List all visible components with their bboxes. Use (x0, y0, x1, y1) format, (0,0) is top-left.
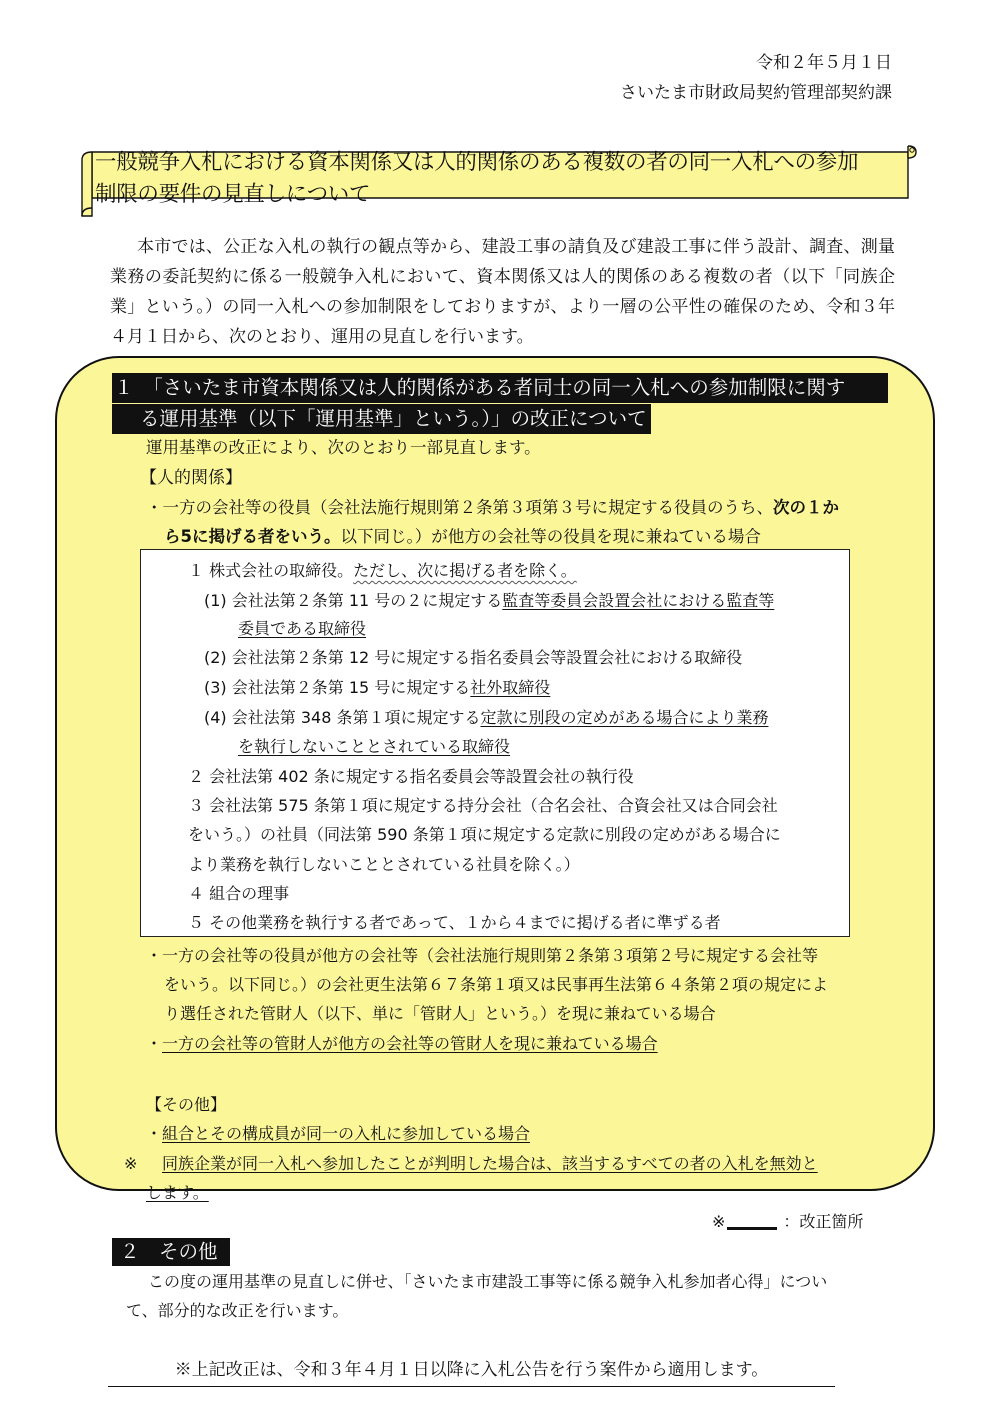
box-item-5: ５ その他業務を執行する者であって、１から４までに掲げる者に準ずる者 (188, 913, 721, 932)
document-date: 令和２年５月１日 (756, 53, 892, 73)
bullet-union: ・組合とその構成員が同一の入札に参加している場合 (146, 1124, 531, 1143)
box-item-3-cont2: より業務を執行しないこととされている社員を除く。） (188, 855, 580, 874)
issuing-department: さいたま市財政局契約管理部契約課 (620, 83, 892, 103)
note-text-cont: します。 (146, 1183, 209, 1202)
bullet-trustee-cont2: り選任された管財人（以下、単に「管財人」という。）を現に兼ねている場合 (164, 1004, 716, 1023)
bullet-trustee: ・一方の会社等の役員が他方の会社等（会社法施行規則第２条第３項第２号に規定する会社等 (146, 946, 819, 965)
box-sub-3: (3) 会社法第２条第 15 号に規定する社外取締役 (204, 678, 551, 697)
box-item-1: １ 株式会社の取締役。ただし、次に掲げる者を除く。 (188, 561, 577, 580)
bullet-officer-cont: ら5に掲げる者をいう。以下同じ。）が他方の会社等の役員を現に兼ねている場合 (164, 527, 761, 546)
box-item-3: ３ 会社法第 575 条第１項に規定する持分会社（合名会社、合資会社又は合同会社 (188, 796, 778, 815)
legend-underline-swatch (727, 1227, 777, 1230)
section1-heading: １ 「さいたま市資本関係又は人的関係がある者同士の同一入札への参加制限に関す る運用基準（以下「運用基準」という。）」の改正について (112, 373, 888, 434)
note-mark: ※ (124, 1154, 138, 1173)
box-sub-4-cont: を執行しないこととされている取締役 (238, 737, 511, 756)
other-heading: 【その他】 (146, 1095, 227, 1114)
box-item-4: ４ 組合の理事 (188, 884, 290, 903)
box-sub-2: (2) 会社法第２条第 12 号に規定する指名委員会等設置会社における取締役 (204, 648, 743, 667)
application-note: ※上記改正は、令和３年４月１日以降に入札公告を行う案件から適用します。 (108, 1355, 835, 1387)
section1-lead: 運用基準の改正により、次のとおり一部見直します。 (146, 438, 541, 457)
document-title: 一般競争入札における資本関係又は人的関係のある複数の者の同一入札への参加 制限の要件の見直しについて (95, 150, 859, 207)
section2-heading: ２ その他 (112, 1238, 230, 1266)
box-sub-1: (1) 会社法第２条第 11 号の２に規定する監査等委員会設置会社における監査等 (204, 591, 775, 610)
box-sub-1-cont: 委員である取締役 (238, 619, 367, 638)
box-item-2: ２ 会社法第 402 条に規定する指名委員会等設置会社の執行役 (188, 767, 634, 786)
bullet-trustee-cont1: をいう。以下同じ。）の会社更生法第６７条第１項又は民事再生法第６４条第２項の規定によ (164, 975, 829, 994)
box-sub-4: (4) 会社法第 348 条第１項に規定する定款に別段の定めがある場合により業務 (204, 708, 769, 727)
revision-legend: ※ ：改正箇所 (712, 1212, 864, 1231)
box-item-3-cont1: をいう。）の社員（同法第 590 条第１項に規定する定款に別段の定めがある場合に (188, 825, 781, 844)
note-text: 同族企業が同一入札へ参加したことが判明した場合は、該当するすべての者の入札を無効と (162, 1154, 818, 1173)
bullet-officer: ・一方の会社等の役員（会社法施行規則第２条第３項第３号に規定する役員のうち、次の１か (146, 498, 839, 517)
section2-text-cont: て、部分的な改正を行います。 (126, 1301, 349, 1320)
section2-text: この度の運用基準の見直しに併せ、「さいたま市建設工事等に係る競争入札参加者心得」につい (148, 1272, 828, 1291)
human-relation-heading: 【人的関係】 (140, 468, 242, 488)
bullet-trustee-dual: ・一方の会社等の管財人が他方の会社等の管財人を現に兼ねている場合 (146, 1034, 658, 1053)
intro-paragraph: 本市では、公正な入札の執行の観点等から、建設工事の請負及び建設工事に伴う設計、調査、測量業務の委託契約に係る一般競争入札において、資本関係又は人的関係のある複数の者（以下「同族企業」という。）の同一入札への参加制限をしておりますが、より一層の公平性の確保のため、令和３年４月１日から、次のとおり、運用の見直しを行います。 (110, 237, 895, 347)
